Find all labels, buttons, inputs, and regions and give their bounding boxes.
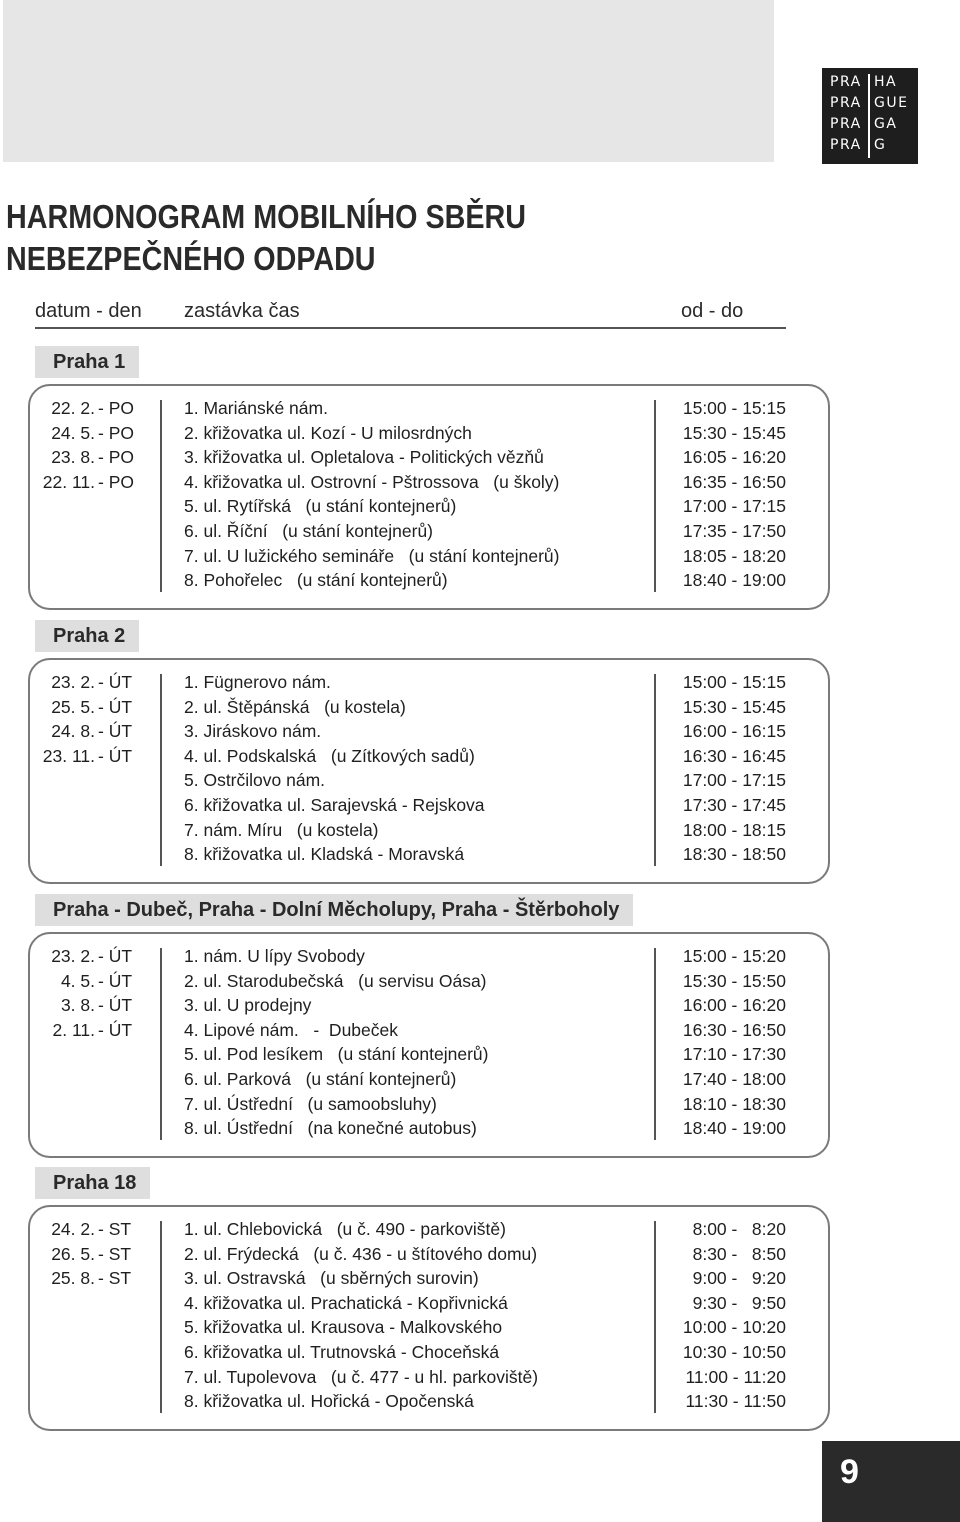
time-cell: 16:05 - 16:20	[682, 447, 786, 468]
time-cell: 8:00 - 8:20	[692, 1219, 786, 1239]
time-cell: 18:05 - 18:20	[682, 545, 786, 566]
stop-cell: 2. ul. Starodubečská (u servisu Oása)	[184, 970, 487, 991]
time-cell: 17:35 - 17:50	[682, 521, 786, 541]
title-line-2: NEBEZPEČNÉHO ODPADU	[6, 240, 376, 277]
column-divider	[160, 1221, 162, 1413]
date-cell: 25. 5.	[51, 696, 95, 717]
page-number: 9	[840, 1453, 859, 1491]
day-cell: - ÚT	[98, 696, 133, 717]
day-cell: - ST	[98, 1243, 132, 1264]
praha-logo	[822, 68, 918, 164]
time-cell: 17:30 - 17:45	[682, 795, 786, 815]
header-rule	[35, 327, 786, 329]
time-cell: 15:30 - 15:45	[682, 422, 786, 443]
logo-row: PRA GUE	[830, 95, 909, 111]
time-cell: 11:30 - 11:50	[685, 1391, 786, 1412]
stop-cell: 2. ul. Štěpánská (u kostela)	[184, 696, 406, 717]
date-cell: 4. 5.	[60, 970, 95, 991]
day-cell: - ÚT	[98, 1019, 133, 1040]
stop-cell: 5. křižovatka ul. Krausova - Malkovského	[184, 1317, 503, 1338]
time-cell: 18:40 - 19:00	[682, 1118, 786, 1139]
stop-cell: 8. ul. Ústřední (na konečné autobus)	[184, 1118, 477, 1139]
time-cell: 18:00 - 18:15	[682, 819, 786, 840]
time-cell: 17:40 - 18:00	[682, 1069, 786, 1089]
day-cell: - PO	[98, 422, 134, 443]
date-cell: 23. 2.	[51, 672, 95, 692]
stop-cell: 8. křižovatka ul. Kladská - Moravská	[184, 844, 465, 865]
day-cell: - ÚT	[98, 745, 133, 766]
day-cell: - ÚT	[98, 721, 133, 742]
header-band	[3, 0, 774, 162]
section-label: Praha 18	[35, 1167, 150, 1199]
time-cell: 15:30 - 15:45	[682, 696, 786, 717]
date-cell: 2. 11.	[52, 1019, 95, 1040]
column-header-date-day: datum - den	[35, 300, 142, 322]
stop-cell: 7. nám. Míru (u kostela)	[184, 819, 379, 840]
time-cell: 16:00 - 16:15	[682, 721, 786, 742]
time-cell: 9:30 - 9:50	[692, 1292, 786, 1313]
stop-cell: 6. křižovatka ul. Sarajevská - Rejskova	[184, 795, 485, 815]
time-cell: 10:00 - 10:20	[682, 1317, 786, 1338]
day-cell: - PO	[98, 471, 134, 492]
day-cell: - PO	[98, 447, 134, 468]
page-title	[6, 196, 526, 280]
stop-cell: 3. ul. U prodejny	[184, 995, 312, 1016]
stop-cell: 4. Lipové nám. - Dubeček	[184, 1019, 398, 1040]
column-divider	[654, 674, 656, 866]
stop-cell: 1. Fügnerovo nám.	[184, 672, 331, 692]
stop-cell: 4. ul. Podskalská (u Zítkových sadů)	[184, 745, 475, 766]
time-cell: 15:00 - 15:20	[682, 946, 786, 966]
stop-cell: 1. ul. Chlebovická (u č. 490 - parkoviště)	[184, 1219, 506, 1239]
column-header-stop-time: zastávka čas	[184, 300, 300, 322]
date-cell: 23. 8.	[51, 447, 95, 468]
column-divider	[160, 674, 162, 866]
day-cell: - ÚT	[98, 970, 133, 991]
time-cell: 18:30 - 18:50	[682, 844, 786, 865]
column-header-from-to: od - do	[681, 300, 744, 322]
day-cell: - ÚT	[98, 946, 133, 966]
stop-cell: 5. Ostrčilovo nám.	[184, 770, 326, 791]
stop-cell: 1. nám. U lípy Svobody	[184, 946, 365, 966]
stop-cell: 8. Pohořelec (u stání kontejnerů)	[184, 570, 448, 591]
time-cell: 17:00 - 17:15	[682, 496, 786, 517]
date-cell: 23. 11.	[42, 745, 95, 766]
section-label: Praha - Dubeč, Praha - Dolní Měcholupy, Praha - Štěrboholy	[35, 894, 633, 926]
time-cell: 16:30 - 16:50	[682, 1019, 786, 1040]
day-cell: - ÚT	[98, 995, 133, 1016]
day-cell: - ÚT	[98, 672, 133, 692]
time-cell: 15:00 - 15:15	[682, 672, 786, 692]
title-line-1: HARMONOGRAM MOBILNÍHO SBĚRU	[6, 198, 526, 235]
time-cell: 15:00 - 15:15	[682, 398, 786, 418]
stop-cell: 4. křižovatka ul. Ostrovní - Pštrossova (u školy)	[184, 471, 560, 492]
stop-cell: 3. křižovatka ul. Opletalova - Politických vězňů	[184, 447, 544, 468]
column-divider	[654, 948, 656, 1140]
stop-cell: 7. ul. Ústřední (u samoobsluhy)	[184, 1093, 437, 1114]
time-cell: 15:30 - 15:50	[682, 970, 786, 991]
time-cell: 17:10 - 17:30	[682, 1044, 786, 1065]
logo-row: PRA HA	[830, 74, 898, 90]
time-cell: 16:35 - 16:50	[682, 471, 786, 492]
time-cell: 8:30 - 8:50	[692, 1243, 786, 1264]
day-cell: - PO	[98, 398, 134, 418]
section-label: Praha 2	[35, 620, 139, 652]
logo-row: PRA G	[830, 137, 887, 153]
time-cell: 18:10 - 18:30	[682, 1093, 786, 1114]
stop-cell: 3. ul. Ostravská (u sběrných surovin)	[184, 1268, 479, 1289]
time-cell: 16:30 - 16:45	[682, 745, 786, 766]
time-cell: 9:00 - 9:20	[692, 1268, 786, 1289]
stop-cell: 5. ul. Rytířská (u stání kontejnerů)	[184, 496, 457, 517]
section-label: Praha 1	[35, 346, 139, 378]
time-cell: 18:40 - 19:00	[682, 570, 786, 591]
column-divider	[160, 400, 162, 592]
date-cell: 22. 11.	[42, 471, 95, 492]
stop-cell: 2. ul. Frýdecká (u č. 436 - u štítového domu)	[184, 1243, 538, 1264]
day-cell: - ST	[98, 1268, 132, 1289]
column-divider	[654, 1221, 656, 1413]
stop-cell: 7. ul. Tupolevova (u č. 477 - u hl. parkoviště)	[184, 1366, 539, 1387]
date-cell: 22. 2.	[51, 398, 95, 418]
stop-cell: 2. křižovatka ul. Kozí - U milosrdných	[184, 422, 472, 443]
stop-cell: 8. křižovatka ul. Hořická - Opočenská	[184, 1391, 474, 1412]
stop-cell: 4. křižovatka ul. Prachatická - Kopřivnická	[184, 1292, 508, 1313]
logo-row: PRA GA	[830, 116, 898, 132]
column-divider	[654, 400, 656, 592]
column-divider	[160, 948, 162, 1140]
day-cell: - ST	[98, 1219, 132, 1239]
date-cell: 24. 8.	[51, 721, 95, 742]
stop-cell: 7. ul. U lužického semináře (u stání kontejnerů)	[184, 545, 560, 566]
stop-cell: 3. Jiráskovo nám.	[184, 721, 322, 742]
date-cell: 24. 5.	[51, 422, 95, 443]
stop-cell: 6. křižovatka ul. Trutnovská - Choceňská	[184, 1342, 500, 1362]
date-cell: 24. 2.	[51, 1219, 95, 1239]
time-cell: 16:00 - 16:20	[682, 995, 786, 1016]
time-cell: 17:00 - 17:15	[682, 770, 786, 791]
page-number-badge	[822, 1441, 960, 1522]
date-cell: 26. 5.	[51, 1243, 95, 1264]
stop-cell: 1. Mariánské nám.	[184, 398, 328, 418]
date-cell: 23. 2.	[51, 946, 95, 966]
stop-cell: 6. ul. Říční (u stání kontejnerů)	[184, 521, 434, 541]
date-cell: 3. 8.	[60, 995, 95, 1016]
time-cell: 10:30 - 10:50	[682, 1342, 786, 1362]
time-cell: 11:00 - 11:20	[685, 1366, 786, 1387]
stop-cell: 6. ul. Parková (u stání kontejnerů)	[184, 1069, 457, 1089]
date-cell: 25. 8.	[51, 1268, 95, 1289]
stop-cell: 5. ul. Pod lesíkem (u stání kontejnerů)	[184, 1044, 489, 1065]
